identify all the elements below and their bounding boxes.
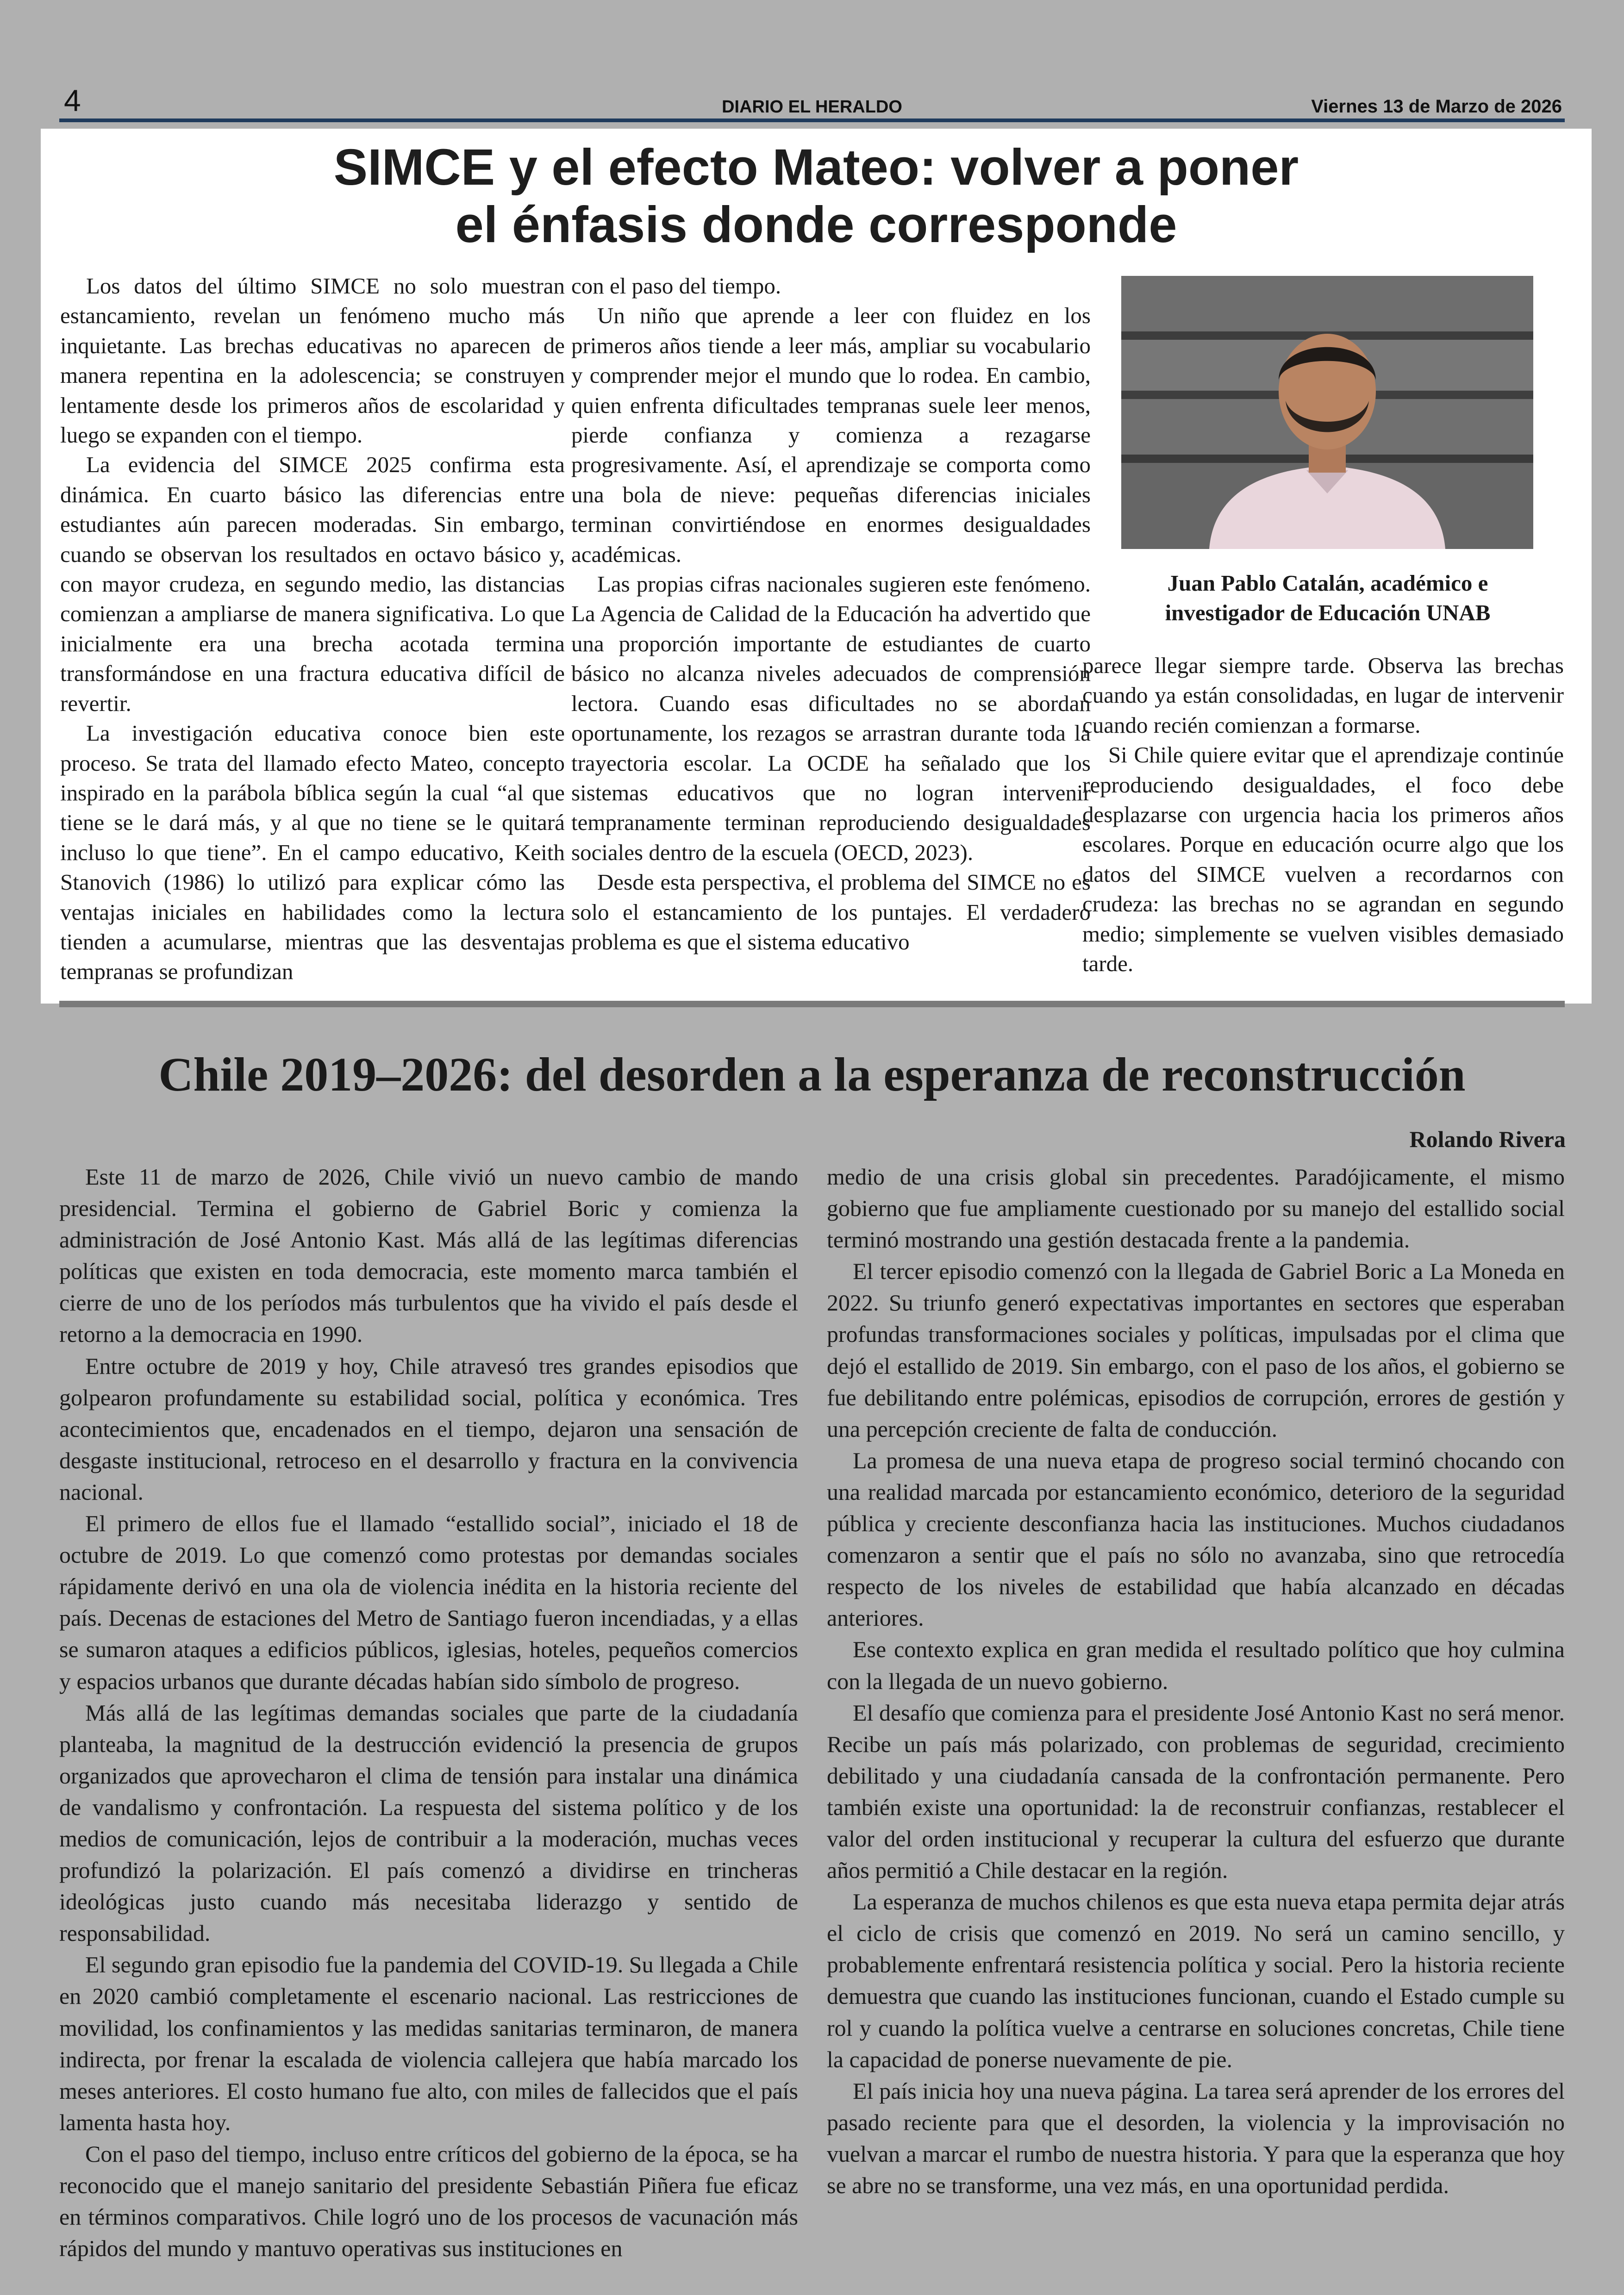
paragraph: Un niño que aprende a leer con fluidez en los primeros años tiende a leer más, ampliar su vocabulario y comprender mejor el mundo que lo rodea. En cambio, quien enfrenta dificultades tempranas suele leer menos, pierde confianza y comienza a rezagarse progresivamente. Así, el aprendizaje se comporta como una bola de nieve: pequeñas diferencias iniciales terminan convirtiéndose en enormes desigualdades académicas. bbox=[571, 303, 1091, 567]
paragraph: El primero de ellos fue el llamado “estallido social”, iniciado el 18 de octubre de 2019. Lo que comenzó como protestas por demandas sociales rápidamente derivó en una ola de violencia inédita en la historia reciente del país. Decenas de estaciones del Metro de Santiago fueron incendiadas, y a ellas se sumaron ataques a edificios públicos, iglesias, hoteles, pequeños comercios y espacios urbanos que durante décadas habían sido símbolo de progreso. bbox=[59, 1510, 798, 1694]
section-divider bbox=[59, 1001, 1565, 1007]
article-chile-title: Chile 2019–2026: del desorden a la esperanza de reconstrucción bbox=[158, 1048, 1466, 1101]
paragraph: La esperanza de muchos chilenos es que esta nueva etapa permita dejar atrás el ciclo de crisis que comenzó en 2019. No será un camino sencillo, y probablemente enfrentará resistencia política y social. Pero la historia reciente demuestra que cuando las instituciones funcionan, cuando el Estado cumple su rol y cuando la política vuelve a centrarse en soluciones concretas, Chile tiene la capacidad de ponerse nuevamente de pie. bbox=[827, 1889, 1565, 2072]
paragraph: Ese contexto explica en gran medida el resultado político que hoy culmina con la llegada de un nuevo gobierno. bbox=[827, 1636, 1565, 1694]
paragraph-continuation: medio de una crisis global sin precedentes. Paradójicamente, el mismo gobierno que fue ampliamente cuestionado por su manejo del estallido social terminó mostrando una gestión destacada frente a la pandemia. bbox=[827, 1164, 1565, 1253]
paragraph: Más allá de las legítimas demandas sociales que parte de la ciudadanía planteaba, la magnitud de la destrucción evidenció la presencia de grupos organizados que aprovecharon el clima de tensión para instalar una dinámica de vandalismo y confrontación. La respuesta del sistema político y de los medios de comunicación, lejos de contribuir a la moderación, muchas veces profundizó la polarización. El país comenzó a dividirse en trincheras ideológicas justo cuando más necesitaba liderazgo y sentido de responsabilidad. bbox=[59, 1699, 798, 1946]
article-chile-column-1 bbox=[59, 1161, 798, 2264]
paragraph: Los datos del último SIMCE no solo muestran estancamiento, revelan un fenómeno mucho más inquietante. Las brechas educativas no aparecen de manera repentina en la adolescencia; se construyen lentamente desde los primeros años de escolaridad y luego se expanden con el tiempo. bbox=[60, 273, 565, 448]
paragraph-continuation: con el paso del tiempo. bbox=[571, 273, 781, 299]
issue-date: Viernes 13 de Marzo de 2026 bbox=[1311, 96, 1562, 117]
paragraph: Desde esta perspectiva, el problema del SIMCE no es solo el estancamiento de los puntajes. El verdadero problema es que el sistema educativo bbox=[571, 869, 1091, 954]
photo-caption bbox=[1087, 568, 1568, 628]
newspaper-name: DIARIO EL HERALDO bbox=[722, 97, 902, 117]
paragraph: La investigación educativa conoce bien este proceso. Se trata del llamado efecto Mateo, concepto inspirado en la parábola bíblica según la cual “al que tiene se le dará más, y al que no tiene se le quitará incluso lo que tiene”. En el campo educativo, Keith Stanovich (1986) lo utilizó para explicar cómo las ventajas iniciales en habilidades como la lectura tienden a acumularse, mientras que las desventajas tempranas se profundizan bbox=[60, 720, 565, 985]
page-header bbox=[59, 83, 1565, 120]
paragraph: El país inicia hoy una nueva página. La tarea será aprender de los errores del pasado reciente para que el desorden, la violencia y la improvisación no vuelvan a marcar el rumbo de nuestra historia. Y para que la esperanza que hoy se abre no se transforme, una vez más, en una oportunidad perdida. bbox=[827, 2077, 1565, 2198]
paragraph: La promesa de una nueva etapa de progreso social terminó chocando con una realidad marcada por estancamiento económico, deterioro de la seguridad pública y creciente desconfianza hacia las instituciones. Muchos ciudadanos comenzaron a sentir que el país no sólo no avanzaba, sino que retrocedía respecto de los niveles de estabilidad que había alcanzado en décadas anteriores. bbox=[827, 1447, 1565, 1631]
article-simce-column-3 bbox=[1082, 651, 1564, 979]
photo-caption-line-2: investigador de Educación UNAB bbox=[1165, 600, 1491, 625]
page-number: 4 bbox=[64, 83, 81, 118]
paragraph: La evidencia del SIMCE 2025 confirma esta dinámica. En cuarto básico las diferencias entre estudiantes aún parecen moderadas. Sin embargo, cuando se observan los resultados en octavo básico y, con mayor crudeza, en segundo medio, las distancias comienzan a ampliarse de manera significativa. Lo que inicialmente era una brecha acotada termina transformándose en una fractura educativa difícil de revertir. bbox=[60, 452, 565, 716]
portrait-photo-icon bbox=[1121, 276, 1533, 549]
paragraph: El tercer episodio comenzó con la llegada de Gabriel Boric a La Moneda en 2022. Su triunfo generó expectativas importantes en sectores que esperaban profundas transformaciones sociales y políticas, impulsadas por el clima que dejó el estallido de 2019. Sin embargo, con el paso de los años, el gobierno se fue debilitando entre polémicas, episodios de corrupción, errores de gestión y una percepción creciente de falta de conducción. bbox=[827, 1258, 1565, 1442]
paragraph: Entre octubre de 2019 y hoy, Chile atravesó tres grandes episodios que golpearon profundamente su estabilidad social, política y económica. Tres acontecimientos que, encadenados en el tiempo, dejaron una sensación de desgaste institucional, retroceso en el desarrollo y fractura en la convivencia nacional. bbox=[59, 1353, 798, 1505]
article-author: Rolando Rivera bbox=[1409, 1126, 1566, 1152]
article-simce bbox=[41, 129, 1592, 1004]
paragraph: El segundo gran episodio fue la pandemia del COVID-19. Su llegada a Chile en 2020 cambió completamente el escenario nacional. Las restricciones de movilidad, los confinamientos y las medidas sanitarias terminaron, de manera indirecta, por frenar la escalada de violencia callejera que había marcado los meses anteriores. El costo humano fue alto, con miles de fallecidos que el país lamenta hasta hoy. bbox=[59, 1952, 798, 2135]
paragraph: Si Chile quiere evitar que el aprendizaje continúe reproduciendo desigualdades, el foco debe desplazarse con urgencia hacia los primeros años escolares. Porque en educación ocurre algo que los datos del SIMCE vuelven a recordarnos con crudeza: las brechas no se agrandan en segundo medio; simplemente se vuelven visibles demasiado tarde. bbox=[1082, 742, 1564, 977]
paragraph-continuation: parece llegar siempre tarde. Observa las brechas cuando ya están consolidadas, en lugar de intervenir cuando recién comienzan a formarse. bbox=[1082, 653, 1564, 738]
title-line-2: el énfasis donde corresponde bbox=[455, 196, 1177, 253]
paragraph: Este 11 de marzo de 2026, Chile vivió un nuevo cambio de mando presidencial. Termina el gobierno de Gabriel Boric y comienza la administración de José Antonio Kast. Más allá de las legítimas diferencias políticas que existen en toda democracia, este momento marca también el cierre de uno de los períodos más turbulentos que ha vivido el país desde el retorno a la democracia en 1990. bbox=[59, 1164, 798, 1347]
paragraph: Con el paso del tiempo, incluso entre críticos del gobierno de la época, se ha reconocido que el manejo sanitario del presidente Sebastián Piñera fue eficaz en términos comparativos. Chile logró uno de los procesos de vacunación más rápidos del mundo y mantuvo operativas sus instituciones en bbox=[59, 2140, 798, 2262]
title-line-1: SIMCE y el efecto Mateo: volver a poner bbox=[333, 139, 1299, 196]
article-simce-column-2 bbox=[571, 271, 1091, 957]
photo-caption-line-1: Juan Pablo Catalán, académico e bbox=[1167, 570, 1488, 596]
article-chile-column-2 bbox=[827, 1161, 1565, 2201]
article-simce-title bbox=[41, 139, 1592, 254]
article-simce-column-1 bbox=[60, 271, 565, 987]
header-rule bbox=[59, 118, 1565, 122]
paragraph: El desafío que comienza para el presidente José Antonio Kast no será menor. Recibe un país más polarizado, con problemas de seguridad, crecimiento debilitado y una ciudadanía cansada de la confrontación permanente. Pero también existe una oportunidad: la de reconstruir confianzas, restablecer el valor del orden institucional y recuperar la cultura del esfuerzo que durante años permitió a Chile destacar en la región. bbox=[827, 1699, 1565, 1883]
paragraph: Las propias cifras nacionales sugieren este fenómeno. La Agencia de Calidad de la Educación ha advertido que una proporción importante de estudiantes de cuarto básico no alcanza niveles adecuados de comprensión lectora. Cuando esas dificultades no se abordan oportunamente, los rezagos se arrastran durante toda la trayectoria escolar. La OCDE ha señalado que los sistemas educativos que no logran intervenir tempranamente terminan reproduciendo desigualdades sociales dentro de la escuela (OECD, 2023). bbox=[571, 571, 1091, 865]
